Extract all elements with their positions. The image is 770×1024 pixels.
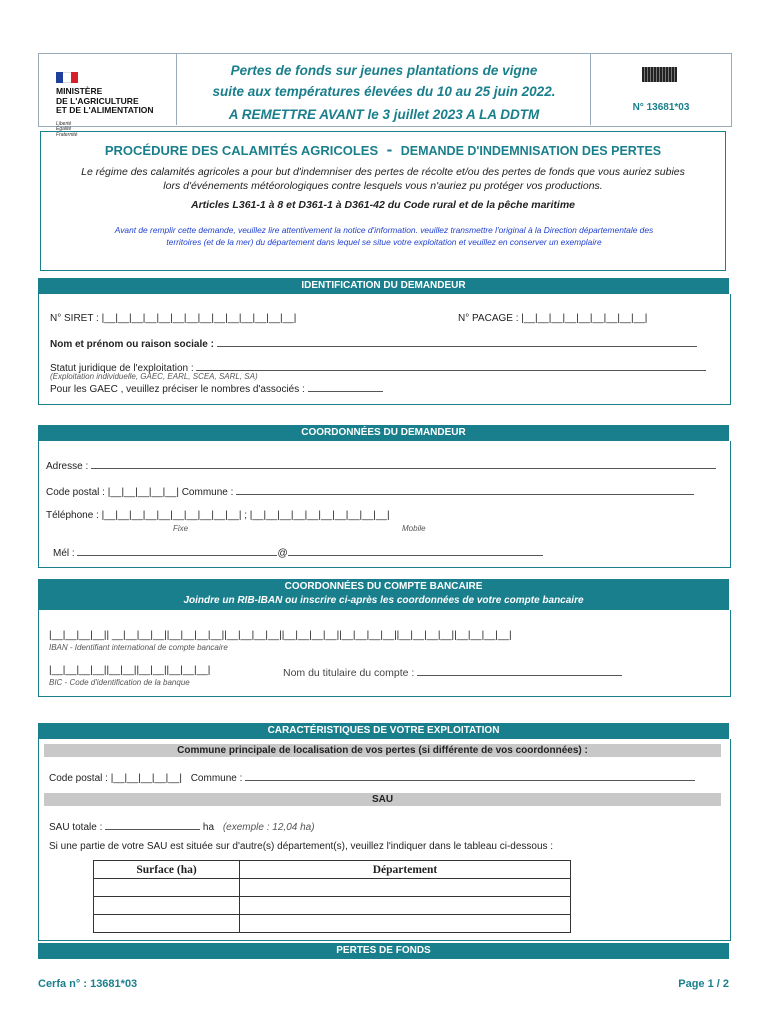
cerfa-logo <box>642 67 677 82</box>
gaec-associes-field[interactable] <box>308 381 383 392</box>
name-label: Nom et prénom ou raison sociale : <box>50 339 214 350</box>
form-title-line: Pertes de fonds sur jeunes plantations de vigne <box>230 63 538 78</box>
header-divider <box>176 53 177 125</box>
phone-label: Téléphone : <box>46 510 99 521</box>
ministry-name-line: DE L'AGRICULTURE <box>56 95 139 106</box>
postal-code-label: Code postal : <box>46 487 105 498</box>
pacage-field[interactable]: |__|__|__|__|__|__|__|__|__| <box>521 313 648 324</box>
ministry-name-line: ET DE L'ALIMENTATION <box>56 105 154 115</box>
adresse-field[interactable] <box>91 458 716 469</box>
phone-mobile-field[interactable]: |__|__|__|__|__|__|__|__|__|__| <box>249 510 390 521</box>
sau-field[interactable] <box>105 819 200 830</box>
exploit-commune-field[interactable] <box>245 770 695 781</box>
departement-cell[interactable] <box>240 879 571 897</box>
procedure-heading <box>40 140 726 160</box>
motto-line: Égalité <box>56 126 72 132</box>
mobile-label: Mobile <box>402 524 426 533</box>
surface-cell[interactable] <box>94 879 240 897</box>
section-exploitation-title: CARACTÉRISTIQUES DE VOTRE EXPLOITATION <box>38 723 729 739</box>
exploit-postal-code-label: Code postal : <box>49 773 108 784</box>
section-banque-title: COORDONNÉES DU COMPTE BANCAIRE <box>284 581 483 592</box>
fixe-label: Fixe <box>173 524 189 533</box>
ministry-name-line: MINISTÈRE <box>56 86 103 96</box>
siret-label: N° SIRET : <box>50 313 99 324</box>
iban-hint: IBAN - Identifiant international de compte bancaire <box>49 643 228 652</box>
heading-dash: - <box>386 140 393 159</box>
bic-field[interactable]: |__|__|__|__||__|__||__|__||__|__|__| <box>49 665 211 676</box>
sau-heading: SAU <box>44 793 721 806</box>
departement-cell[interactable] <box>240 897 571 915</box>
footer-cerfa: Cerfa n° : 13681*03 <box>38 978 138 990</box>
republic-logo <box>56 72 154 138</box>
intro-text-line: lors d'événements météorologiques contre lesquels vous n'auriez pu protéger vos productions. <box>163 180 603 192</box>
table-header-departement: Département <box>240 861 571 879</box>
section-identification-title: IDENTIFICATION DU DEMANDEUR <box>38 278 729 294</box>
siret-field[interactable]: |__|__|__|__|__|__|__|__|__|__|__|__|__|__| <box>101 313 297 324</box>
commune-field[interactable] <box>236 484 694 495</box>
pacage-label: N° PACAGE : <box>458 313 519 324</box>
titulaire-field[interactable] <box>417 665 622 676</box>
phone-separator: ; <box>244 510 247 521</box>
titulaire-label: Nom du titulaire du compte : <box>283 667 415 679</box>
motto-line: Fraternité <box>56 131 78 138</box>
statut-hint: (Exploitation individuelle, GAEC, EARL, SCEA, SARL, SA) <box>50 372 258 381</box>
table-row <box>94 879 571 897</box>
departement-cell[interactable] <box>240 915 571 933</box>
commune-label: Commune : <box>181 487 234 498</box>
intro-text-line: Le régime des calamités agricoles a pour but d'indemniser des pertes de récolte et/ou des pertes de fonds que vous auriez subies <box>81 166 685 178</box>
table-header-surface: Surface (ha) <box>94 861 240 879</box>
sau-departement-table <box>93 860 571 933</box>
email-at-sign: @ <box>277 548 288 559</box>
exploit-postal-code-field[interactable]: |__|__|__|__|__| <box>110 773 182 784</box>
sau-label: SAU totale : <box>49 822 103 833</box>
commune-pertes-heading: Commune principale de localisation de vos pertes (si différente de vos coordonnées) : <box>44 744 721 757</box>
table-row <box>94 897 571 915</box>
procedure-heading-part: PROCÉDURE DES CALAMITÉS AGRICOLES <box>104 143 379 158</box>
bic-hint: BIC - Code d'identification de la banque <box>49 678 190 687</box>
header-divider <box>590 53 591 125</box>
email-local-field[interactable] <box>77 545 277 556</box>
section-banque-header <box>38 579 729 610</box>
email-domain-field[interactable] <box>288 545 543 556</box>
adresse-label: Adresse : <box>46 461 89 472</box>
exploit-commune-label: Commune : <box>190 773 243 784</box>
sau-unit: ha <box>202 822 215 833</box>
surface-cell[interactable] <box>94 915 240 933</box>
email-label: Mél : <box>53 548 75 559</box>
surface-cell[interactable] <box>94 897 240 915</box>
postal-code-field[interactable]: |__|__|__|__|__| <box>107 487 179 498</box>
form-title-line: suite aux températures élevées du 10 au 25 juin 2022. <box>212 84 556 99</box>
articles-reference: Articles L361-1 à 8 et D361-1 à D361-42 du Code rural et de la pêche maritime <box>191 199 575 211</box>
notice-text-line: Avant de remplir cette demande, veuillez lire attentivement la notice d'information. veuillez transmettre l'original à la Direction départementale des <box>114 225 654 235</box>
sau-question: Si une partie de votre SAU est située sur d'autre(s) département(s), veuillez l'indiquer dans le tableau ci-dessous : <box>49 841 554 852</box>
section-coordonnees-title: COORDONNÉES DU DEMANDEUR <box>38 425 729 441</box>
motto-line: Liberté <box>56 120 72 127</box>
form-deadline: A REMETTRE AVANT le 3 juillet 2023 A LA DDTM <box>228 107 540 122</box>
section-pertes-title: PERTES DE FONDS <box>38 943 729 959</box>
name-field[interactable] <box>217 336 697 347</box>
statut-label: Statut juridique de l'exploitation : <box>50 363 194 374</box>
notice-text-line: territoires (et de la mer) du département dans lequel se situe votre exploitation et veuillez en conserver un exemplaire <box>166 237 602 247</box>
section-banque-subtitle: Joindre un RIB-IBAN ou inscrire ci-après les coordonnées de votre compte bancaire <box>183 595 584 606</box>
statut-field[interactable] <box>196 360 706 371</box>
page-number: Page 1 / 2 <box>678 978 729 990</box>
cerfa-number: N° 13681*03 <box>632 102 690 113</box>
phone-fixed-field[interactable]: |__|__|__|__|__|__|__|__|__|__| <box>101 510 242 521</box>
sau-example: (exemple : 12,04 ha) <box>222 822 315 833</box>
iban-field[interactable]: |__|__|__|__|| __|__|__|__||__|__|__|__||__|__|__|__||__|__|__|__||__|__|__|__||__|__|__|__||__|__|__|__| <box>49 630 512 641</box>
gaec-label: Pour les GAEC , veuillez préciser le nombres d'associés : <box>50 384 305 395</box>
flag-icon <box>56 72 78 83</box>
table-row <box>94 915 571 933</box>
procedure-heading-part: DEMANDE D'INDEMNISATION DES PERTES <box>400 144 662 158</box>
